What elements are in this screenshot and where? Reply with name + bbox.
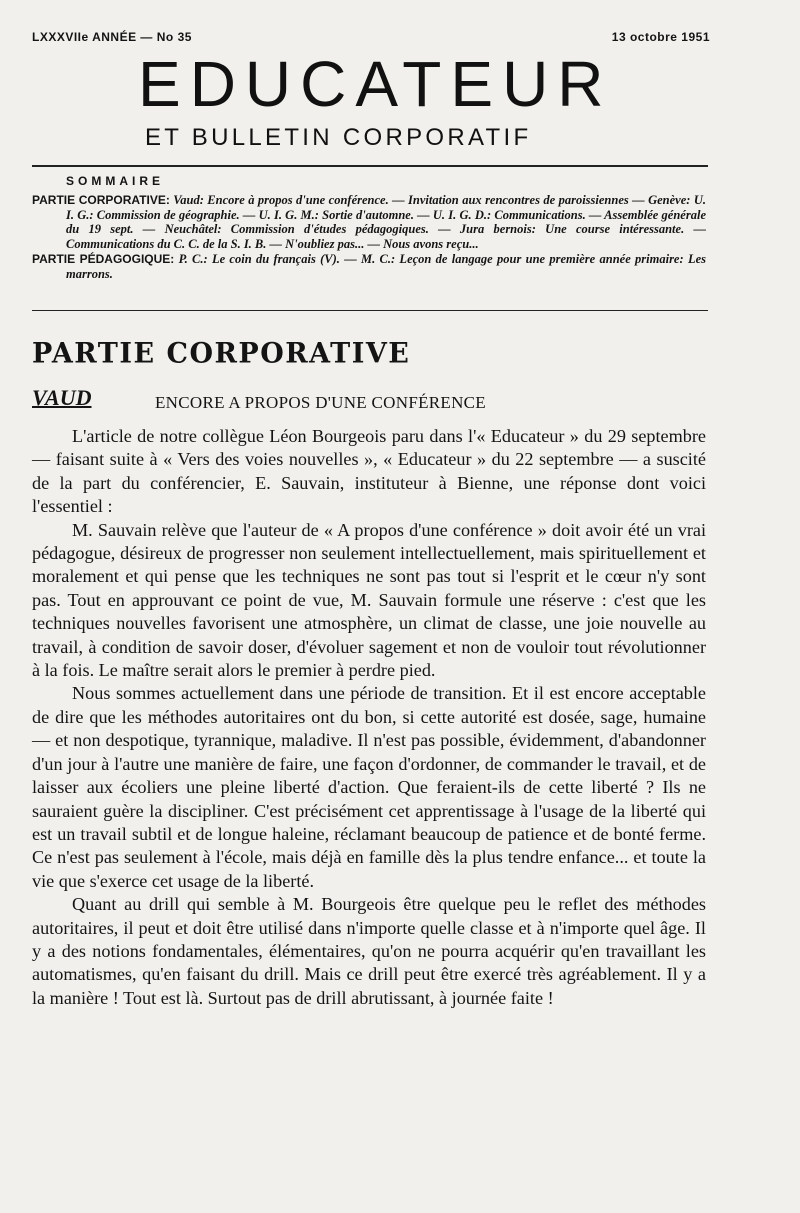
sommaire-corporative	[32, 193, 706, 251]
sommaire-corporative-text: Vaud: Encore à propos d'une conférence. — Invitation aux rencontres de paroissiennes — Genève: U. I. G.: Commission de géographie. — U. I. G. M.: Sortie d'automne. — U. I. G. D.: Communications. — Assemblée générale du 19 sept. — Neuchâtel: Commission d'études pédagogiques. — Jura bernois: Une course intéressante. — Communications du C. C. de la S. I. B. — N'oubliez pas... — Nous avons reçu...	[66, 193, 707, 251]
article-paragraph-1: L'article de notre collègue Léon Bourgeois paru dans l'« Educateur » du 29 septembre — faisant suite à « Vers des voies nouvelles », « Educateur » du 22 septembre — a suscité de la part du conférencier, E. Sauvain, instituteur à Bienne, une réponse dont voici l'essentiel :	[32, 426, 706, 517]
sommaire-heading: SOMMAIRE	[66, 174, 164, 188]
masthead-subtitle: ET BULLETIN CORPORATIF	[145, 124, 532, 151]
issue-line	[30, 30, 710, 48]
sommaire-pedagogique-text: P. C.: Le coin du français (V). — M. C.: Leçon de langage pour une première année primaire: Les marrons.	[66, 252, 706, 281]
article-paragraph-4: Quant au drill qui semble à M. Bourgeois être quelque peu le reflet des méthodes autoritaires, il peut et doit être utilisé dans n'importe quelle classe et à n'importe quel âge. Il y a des notions fondamentales, élémentaires, qu'on ne pourra acquérir qu'en travaillant les automatismes, qu'en faisant du drill. Mais ce drill peut être exercé très agréablement. Il y a la manière ! Tout est là. Surtout pas de drill abrutissant, à journée faite !	[32, 894, 706, 1008]
region-label: VAUD	[32, 385, 92, 410]
sommaire-pedagogique	[32, 252, 706, 281]
masthead-rule	[32, 165, 708, 167]
sommaire-pedagogique-label: PARTIE PÉDAGOGIQUE:	[32, 252, 175, 266]
section-heading: PARTIE CORPORATIVE	[32, 337, 411, 370]
issue-date: 13 octobre 1951	[611, 30, 710, 44]
sommaire-rule	[32, 310, 708, 311]
issue-number: LXXXVIIe ANNÉE — No 35	[32, 30, 192, 44]
masthead-title: EDUCATEUR	[138, 48, 613, 120]
sommaire-block	[32, 193, 706, 282]
article-body	[32, 425, 706, 1010]
article-paragraph-2: M. Sauvain relève que l'auteur de « A propos d'une conférence » doit avoir été un vrai pédagogue, désireux de progresser non seulement intellectuellement, mais spirituellement et moralement et qui pense que les techniques ne sont pas tout si l'esprit et le cœur n'y sont pas. Tout en approuvant ce point de vue, M. Sauvain formule une réserve : c'est que les techniques nouvelles favorisent une atmosphère, un climat de classe, une joie nouvelle au travail, à condition de savoir doser, d'évoluer sagement et non de vouloir tout révolutionner à la fois. Le maître serait alors le premier à perdre pied.	[32, 519, 706, 681]
sommaire-corporative-label: PARTIE CORPORATIVE:	[32, 193, 170, 207]
article-title: ENCORE A PROPOS D'UNE CONFÉRENCE	[155, 393, 486, 412]
article-paragraph-3: Nous sommes actuellement dans une période de transition. Et il est encore acceptable de dire que les méthodes autoritaires ont du bon, si cette autorité est dosée, sage, humaine — et non despotique, tyrannique, maladive. Il n'est pas possible, évidemment, d'abandonner d'un jour à l'autre une manière de faire, une façon d'ordonner, de commander le travail, et de laisser aux écoliers une pleine liberté d'action. Que feraient-ils de cette liberté ? Ils ne sauraient guère la discipliner. C'est précisément cet apprentissage à l'usage de la liberté qui est un travail subtil et de longue haleine, réclamant beaucoup de patience et de bonté ferme. Ce n'est pas seulement à l'école, mais déjà en famille dès la plus tendre enfance... et toute la vie que s'exerce cet usage de la liberté.	[32, 683, 706, 891]
